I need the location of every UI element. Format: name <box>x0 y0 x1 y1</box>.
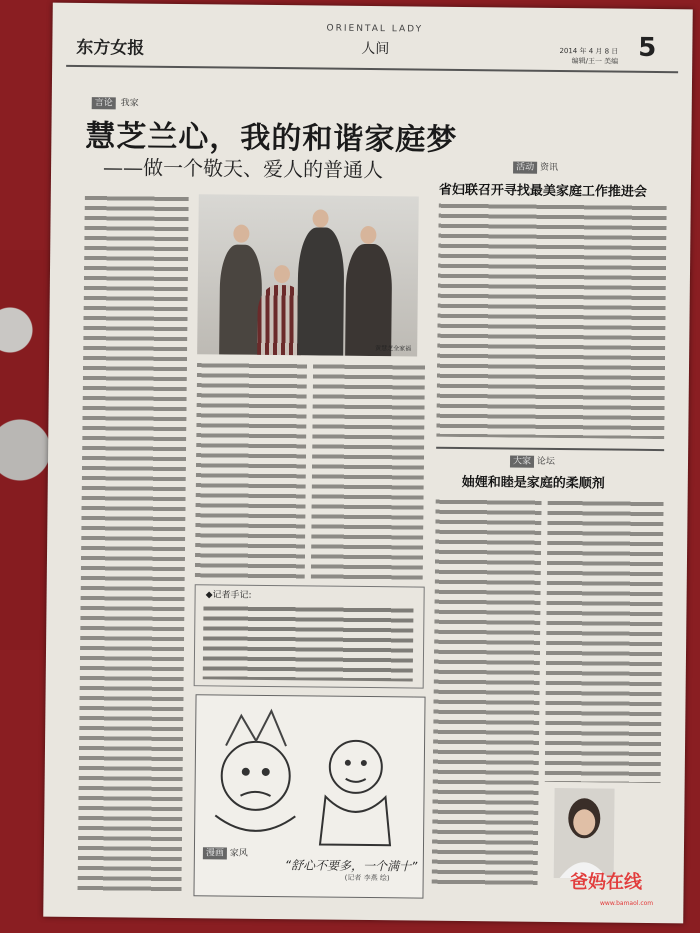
cartoon-panel <box>193 694 425 898</box>
tag-label-a: 大家 <box>510 455 534 467</box>
photo-credit: 黄慧芝全家福 <box>375 345 412 353</box>
site-watermark-url: www.bamaol.com <box>600 900 654 907</box>
issue-date: 2014 年 4 月 8 日 <box>559 46 619 56</box>
section-en: ORIENTAL LADY <box>326 23 424 35</box>
main-article-tag <box>92 95 139 108</box>
main-article-col-3 <box>311 361 425 582</box>
person-head <box>360 226 376 244</box>
right-bottom-tag <box>510 453 555 466</box>
text-texture <box>77 193 188 894</box>
right-top-body <box>436 201 666 439</box>
tag-label-b: 论坛 <box>536 456 555 467</box>
paper-name: 东方女报 <box>76 37 145 59</box>
tag-label-a: 活动 <box>513 162 537 174</box>
cartoon-tag <box>203 845 248 858</box>
reporter-note-box <box>194 584 425 688</box>
text-texture <box>195 360 307 581</box>
person-figure <box>219 244 262 354</box>
main-article-col-1 <box>77 193 188 894</box>
section-cn: 人间 <box>361 40 390 58</box>
text-texture <box>311 361 425 582</box>
person-figure <box>345 244 392 356</box>
tag-label-b: 资讯 <box>539 162 559 173</box>
page-number: 5 <box>638 32 657 63</box>
person-head <box>274 265 290 283</box>
portrait-illustration <box>554 788 615 879</box>
right-bottom-body-left <box>432 497 542 888</box>
text-texture <box>545 498 664 783</box>
family-photo <box>197 194 419 356</box>
tag-label-b: 家风 <box>229 848 248 859</box>
main-article-col-2 <box>195 360 307 581</box>
reporter-note-title: ◆记者手记: <box>204 587 254 601</box>
editor-line: 编辑/王一 美编 <box>571 57 619 66</box>
tag-label-b: 我家 <box>120 98 139 109</box>
person-head <box>312 209 328 227</box>
tag-label-a: 言论 <box>92 97 116 109</box>
text-texture <box>436 201 666 439</box>
cartoon-credit: (记者 李燕 绘) <box>344 873 390 883</box>
right-bottom-headline: 妯娌和睦是家庭的柔顺剂 <box>461 474 605 492</box>
newspaper-page <box>43 3 693 924</box>
interviewee-portrait <box>554 788 615 879</box>
text-texture <box>432 497 542 888</box>
person-figure <box>297 227 344 355</box>
main-subheadline: ——做一个敬天、爱人的普通人 <box>102 155 384 183</box>
masthead <box>66 21 678 73</box>
right-top-tag <box>513 160 558 173</box>
tag-label-a: 漫画 <box>203 847 227 859</box>
right-bottom-body-right <box>545 498 664 783</box>
text-texture <box>203 603 414 681</box>
section-divider <box>436 447 664 451</box>
right-top-headline: 省妇联召开寻找最美家庭工作推进会 <box>438 182 647 200</box>
cartoon-illustration <box>195 695 425 847</box>
cartoon-caption: “舒心不要多，一个满十” <box>284 858 418 874</box>
site-watermark-logo: 爸妈在线 <box>570 872 642 893</box>
person-head <box>233 225 249 243</box>
main-headline: 慧芝兰心，我的和谐家庭梦 <box>85 119 458 158</box>
